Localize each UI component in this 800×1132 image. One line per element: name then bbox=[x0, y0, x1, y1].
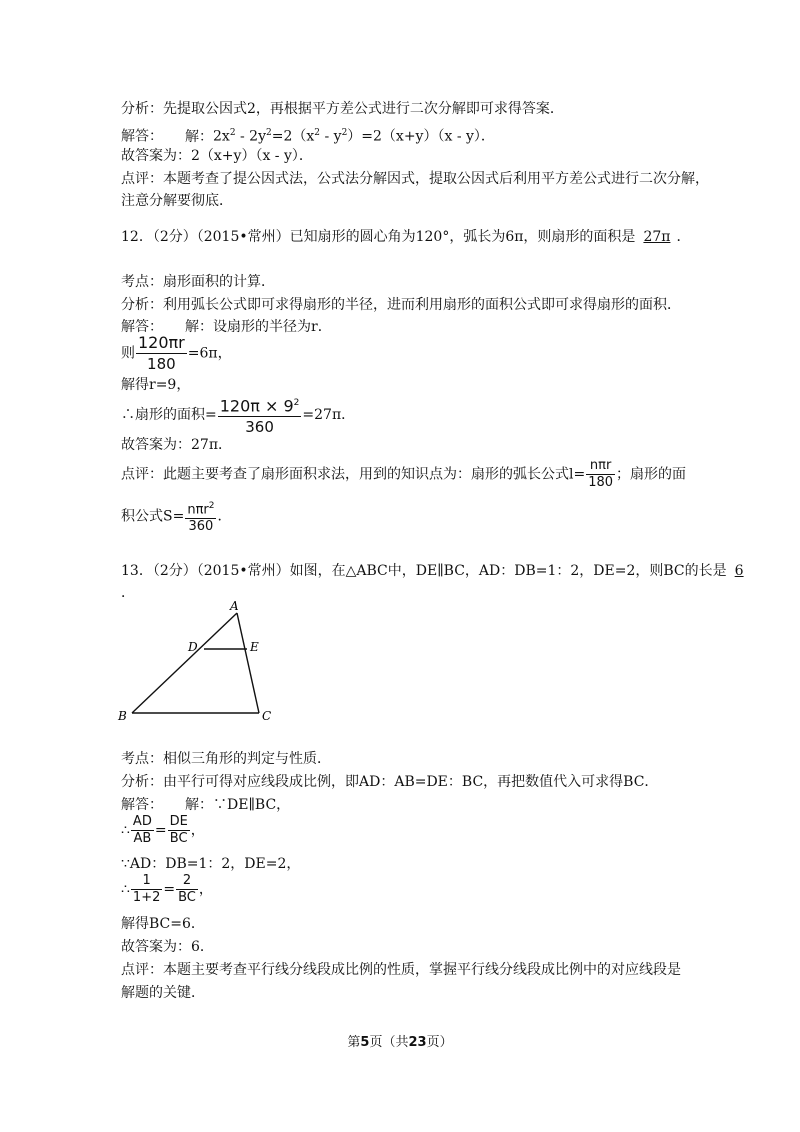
p11-answer: 故答案为：2（x+y）（x - y）． bbox=[121, 148, 313, 164]
p13-proportion bbox=[121, 814, 205, 847]
p12-question-text: 12．（2分）（2015•常州）已知扇形的圆心角为120°，弧长为6π，则扇形的面积是 bbox=[121, 229, 636, 245]
p13-question-end: ． bbox=[121, 585, 135, 601]
p13-answer: 故答案为：6． bbox=[121, 939, 214, 955]
p12-arc-result: =6π， bbox=[187, 345, 232, 362]
footer-post: 页） bbox=[426, 1035, 453, 1050]
p12-kaodian: 考点：扇形面积的计算． bbox=[121, 274, 275, 290]
fraction-exp: 2 bbox=[293, 398, 300, 408]
p13-answer-blank: 6 bbox=[734, 563, 744, 579]
p13-question-text: 13．（2分）（2015•常州）如图，在△ABC中，DE∥BC，AD：DB=1：2，DE=2，则BC的长是 bbox=[121, 563, 727, 579]
footer-mid: 页（共 bbox=[369, 1035, 409, 1050]
p12-formula-arc bbox=[121, 333, 232, 374]
p12-comment-text-2: 积公式S= bbox=[121, 508, 185, 525]
p11-expr-e: ）=2（x+y）（x - y）． bbox=[347, 128, 495, 145]
p13-fraction-2-bc bbox=[176, 873, 198, 906]
p11-exp: 2 bbox=[314, 128, 321, 138]
fraction-numerator bbox=[185, 498, 216, 519]
p12-fraction-arc-formula bbox=[586, 458, 615, 491]
side-ac bbox=[237, 613, 259, 713]
footer-page-number: 5 bbox=[360, 1035, 370, 1050]
p13-analysis: 分析：由平行可得对应线段成比例，即AD：AB=DE：BC，再把数值代入可求得BC． bbox=[121, 774, 659, 790]
p11-exp: 2 bbox=[266, 128, 272, 138]
fraction-numerator: 120πr bbox=[138, 333, 185, 352]
comma: ， bbox=[190, 822, 205, 839]
p12-fraction-area bbox=[218, 393, 302, 437]
fraction-denominator: BC bbox=[178, 890, 196, 905]
label-c: C bbox=[262, 709, 272, 723]
fraction-numerator: 2 bbox=[176, 873, 198, 890]
fraction-numerator: DE bbox=[169, 814, 188, 829]
therefore-symbol: ∴ bbox=[121, 881, 130, 898]
equals-sign: = bbox=[163, 881, 176, 898]
p12-ze: 则 bbox=[121, 345, 135, 362]
p13-because: ∵AD：DB=1：2，DE=2， bbox=[121, 856, 301, 872]
p13-question bbox=[121, 562, 750, 580]
p12-radius: 解得r=9， bbox=[121, 377, 191, 393]
p11-expr-c: =2（x bbox=[271, 128, 315, 145]
footer-pre: 第 bbox=[347, 1035, 361, 1050]
fraction-denominator: BC bbox=[169, 831, 188, 846]
p13-fraction-1-3 bbox=[131, 873, 162, 906]
fraction-exp: 2 bbox=[208, 501, 215, 511]
p11-exp: 2 bbox=[341, 128, 348, 138]
fraction-denominator: 180 bbox=[147, 355, 176, 373]
p11-expr-d: - y bbox=[320, 128, 342, 145]
p13-substitution bbox=[121, 873, 213, 906]
fraction-denominator: 360 bbox=[245, 418, 274, 437]
p12-question bbox=[121, 228, 690, 246]
fraction-denominator: AB bbox=[133, 831, 152, 846]
p12-area-result: =27π． bbox=[302, 407, 356, 424]
therefore-symbol: ∴ bbox=[121, 822, 130, 839]
p12-answer-blank: 27π bbox=[643, 229, 671, 245]
p11-expr-a: 2x bbox=[213, 128, 230, 145]
fraction-denominator: 180 bbox=[588, 475, 614, 490]
p12-comment-text-b: ；扇形的面 bbox=[616, 466, 687, 483]
p13-fraction-ad-ab bbox=[131, 814, 154, 847]
p13-solution-label: 解答： bbox=[121, 797, 163, 813]
fraction-numerator: AD bbox=[132, 814, 152, 829]
p13-solution-jie: 解：∵DE∥BC， bbox=[185, 797, 291, 813]
p11-solution bbox=[121, 124, 495, 146]
p11-solution-jie: 解： bbox=[185, 128, 213, 145]
p11-exp: 2 bbox=[229, 128, 236, 138]
p13-comment-line1: 点评：本题主要考查平行线分线段成比例的性质，掌握平行线分线段成比例中的对应线段是 bbox=[121, 962, 681, 978]
p12-area-label: ∴扇形的面积= bbox=[121, 407, 217, 424]
fraction-numerator: nπr bbox=[586, 458, 615, 475]
p12-answer: 故答案为：27π． bbox=[121, 437, 233, 453]
label-a: A bbox=[230, 599, 239, 613]
p12-comment-line1 bbox=[121, 458, 686, 491]
label-e: E bbox=[250, 640, 259, 654]
fraction-denominator: 360 bbox=[188, 519, 214, 535]
p12-comment-text: 点评：此题主要考查了扇形面积求法，用到的知识点为：扇形的弧长公式l= bbox=[121, 466, 586, 483]
p11-analysis: 分析：先提取公因式2，再根据平方差公式进行二次分解即可求得答案． bbox=[121, 101, 564, 117]
comma: ， bbox=[198, 881, 213, 898]
label-b: B bbox=[118, 709, 127, 723]
footer-total-pages: 23 bbox=[408, 1035, 427, 1050]
p13-bc-result: 解得BC=6． bbox=[121, 916, 205, 932]
equals-sign: = bbox=[154, 822, 167, 839]
p11-comment-line2: 注意分解要彻底． bbox=[121, 193, 233, 209]
p12-solution-jie: 解：设扇形的半径为r． bbox=[185, 319, 332, 335]
p11-solution-label: 解答： bbox=[121, 128, 163, 145]
p11-comment-line1: 点评：本题考查了提公因式法，公式法分解因式，提取公因式后利用平方差公式进行二次分解， bbox=[121, 171, 709, 187]
page-footer bbox=[0, 1031, 800, 1050]
p12-comment-line2 bbox=[121, 498, 231, 535]
p12-fraction-area-formula bbox=[185, 498, 216, 535]
p13-fraction-de-bc bbox=[168, 814, 190, 847]
label-d: D bbox=[188, 640, 198, 654]
fraction-denominator: 1+2 bbox=[132, 890, 161, 905]
p12-area bbox=[121, 393, 355, 437]
side-ab bbox=[132, 613, 237, 713]
fraction-numerator-text: nπr bbox=[187, 502, 209, 518]
p12-fraction-arc bbox=[136, 333, 187, 374]
p13-solution bbox=[121, 796, 290, 814]
p11-expr-b: - 2y bbox=[235, 128, 266, 145]
p13-comment-line2: 解题的关键． bbox=[121, 985, 205, 1001]
p12-question-end: ． bbox=[676, 229, 691, 245]
p12-comment-end: ． bbox=[217, 508, 232, 525]
fraction-numerator: 1 bbox=[131, 873, 162, 890]
p12-solution-label: 解答： bbox=[121, 319, 163, 335]
p12-analysis: 分析：利用弧长公式即可求得扇形的半径，进而利用扇形的面积公式即可求得扇形的面积． bbox=[121, 297, 681, 313]
p13-kaodian: 考点：相似三角形的判定与性质． bbox=[121, 751, 331, 767]
fraction-numerator-text: 120π × 9 bbox=[219, 396, 294, 416]
fraction-numerator bbox=[218, 393, 302, 417]
triangle-figure bbox=[112, 596, 292, 728]
